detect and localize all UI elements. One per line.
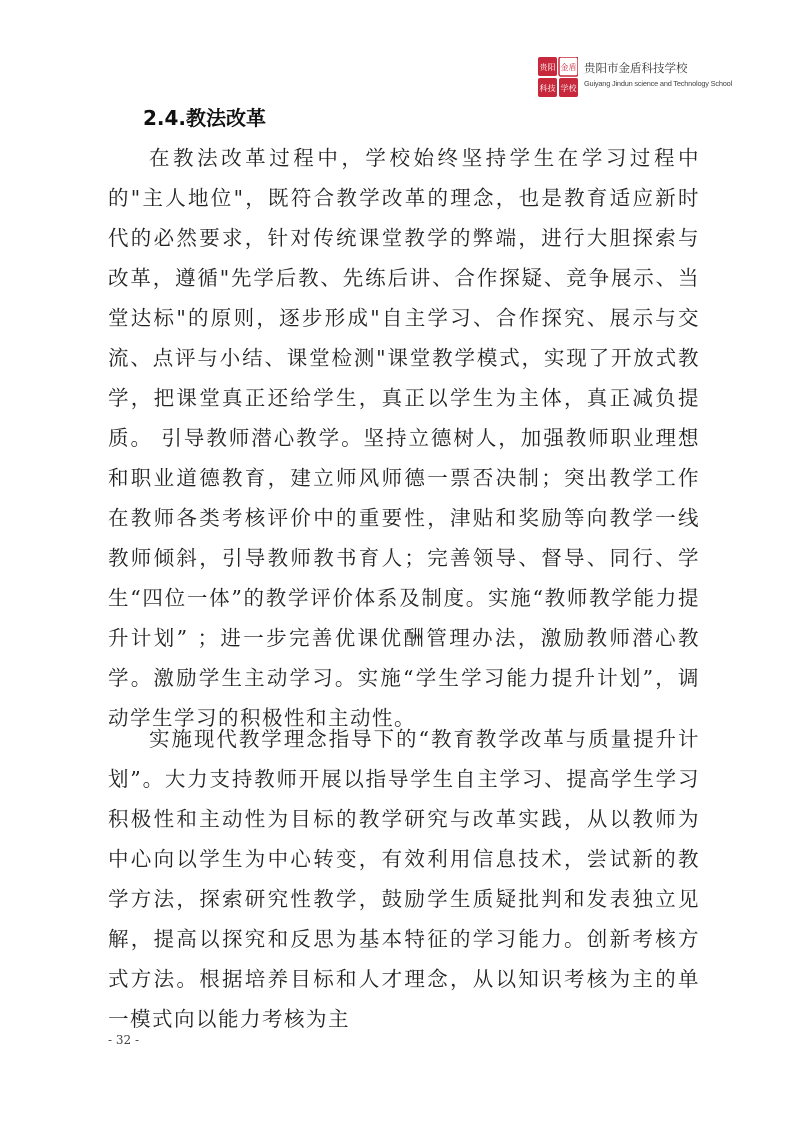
school-logo	[538, 57, 578, 97]
logo-char-3: 科技	[539, 84, 556, 93]
school-name-english: Guiyang Jindun science and Technology School	[584, 79, 733, 88]
school-header	[538, 57, 768, 97]
logo-char-1: 贵阳	[539, 63, 556, 72]
section-heading: 2.4.教法改革	[143, 106, 267, 130]
paragraph-1: 在教法改革过程中，学校始终坚持学生在学习过程中的"主人地位"，既符合教学改革的理念，也是教育适应新时代的必然要求，针对传统课堂教学的弊端，进行大胆探索与改革，遵循"先学后教、先练后讲、合作探疑、竞争展示、当堂达标"的原则，逐步形成"自主学习、合作探究、展示与交流、点评与小结、课堂检测"课堂教学模式，实现了开放式教学，把课堂真正还给学生，真正以学生为主体，真正减负提质。 引导教师潜心教学。坚持立德树人，加强教师职业理想和职业道德教育，建立师风师德一票否决制；突出教学工作在教师各类考核评价中的重要性，津贴和奖励等向教学一线教师倾斜，引导教师教书育人；完善领导、督导、同行、学生“四位一体”的教学评价体系及制度。实施“教师教学能力提升计划” ；进一步完善优课优酬管理办法，激励教师潜心教学。激励学生主动学习。实施“学生学习能力提升计划”，调动学生学习的积极性和主动性。	[108, 146, 700, 730]
paragraph-2: 实施现代教学理念指导下的“教育教学改革与质量提升计划”。大力支持教师开展以指导学生自主学习、提高学生学习积极性和主动性为目标的教学研究与改革实践，从以教师为中心向以学生为中心转变，有效利用信息技术，尝试新的教学方法，探索研究性教学，鼓励学生质疑批判和发表独立见解，提高以探究和反思为基本特征的学习能力。创新考核方式方法。根据培养目标和人才理念，从以知识考核为主的单一模式向以能力考核为主	[108, 727, 700, 1031]
logo-char-2: 金盾	[560, 63, 577, 72]
school-name: 贵阳市金盾科技学校	[584, 61, 688, 75]
page-number: - 32 -	[108, 1033, 140, 1047]
logo-char-4: 学校	[560, 84, 577, 93]
